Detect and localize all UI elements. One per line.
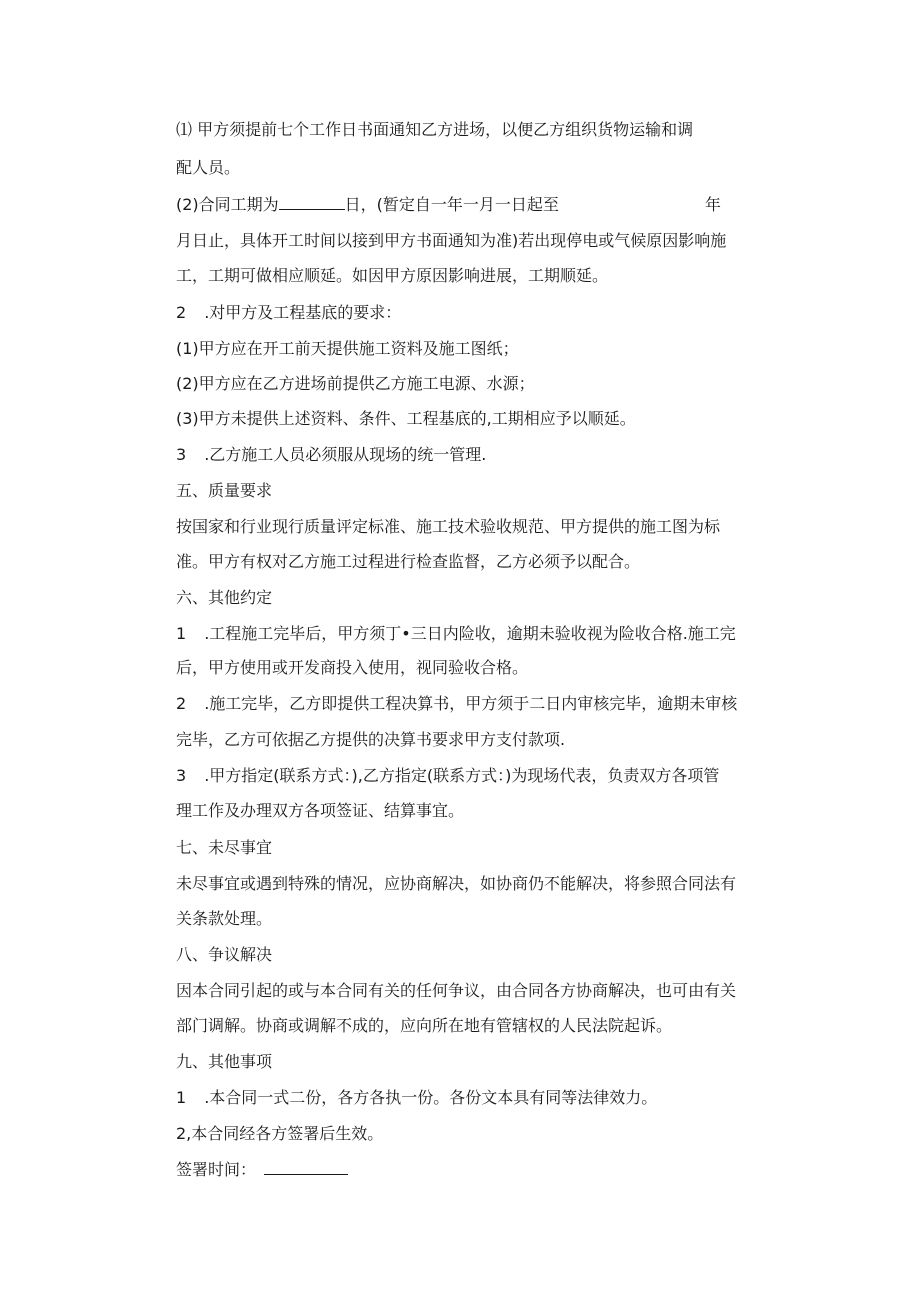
section-9-heading: 九、其他事项 xyxy=(176,1052,273,1071)
section-9-item-2: 2,本合同经各方签署后生效。 xyxy=(176,1124,384,1143)
section-6-heading: 六、其他约定 xyxy=(176,588,273,607)
clause-2-line-1 xyxy=(176,194,721,215)
item-text: .工程施工完毕后，甲方须丁•三日内险收，逾期未验收视为险收合格.施工完 xyxy=(204,624,736,643)
section-9-item-1 xyxy=(176,1088,657,1108)
contract-days-blank xyxy=(279,194,345,210)
section-8-heading: 八、争议解决 xyxy=(176,945,273,964)
section-7-heading: 七、未尽事宜 xyxy=(176,838,273,857)
year-label: 年 xyxy=(704,195,721,214)
section-5-line-1: 按国家和行业现行质量评定标准、施工技术验收规范、甲方提供的施工图为标 xyxy=(176,517,721,536)
requirements-title: .对甲方及工程基底的要求： xyxy=(204,303,402,322)
section-7-line-1: 未尽事宜或遇到特殊的情况，应协商解决，如协商仍不能解决，将参照合同法有 xyxy=(176,874,737,893)
section-5-heading: 五、质量要求 xyxy=(176,481,273,500)
clause-2-line-3: 工，工期可做相应顺延。如因甲方原因影响进展，工期顺延。 xyxy=(176,266,609,285)
item-text: .乙方施工人员必须服从现场的统一管理. xyxy=(204,445,487,464)
section-6-item-3-line-1 xyxy=(176,766,719,786)
item-number: 1 xyxy=(176,624,187,643)
item-number: 2 xyxy=(176,694,187,713)
item-number: 1 xyxy=(176,1088,187,1107)
item-text: .本合同一式二份，各方各执一份。各份文本具有同等法律效力。 xyxy=(204,1088,658,1107)
section-7-line-2: 关条款处理。 xyxy=(176,909,273,928)
item-text: .施工完毕，乙方即提供工程决算书，甲方须于二日内审核完毕，逾期未审核 xyxy=(204,694,738,713)
requirement-item-2: (2)甲方应在乙方进场前提供乙方施工电源、水源； xyxy=(176,374,535,393)
section-8-line-2: 部门调解。协商或调解不成的，应向所在地有管辖权的人民法院起诉。 xyxy=(176,1016,673,1035)
contract-period-label: (2)合同工期为 xyxy=(176,195,279,214)
contract-period-start-text: 日，(暂定自一年一月一日起至 xyxy=(344,195,559,214)
section-6-item-2-line-2: 完毕，乙方可依据乙方提供的决算书要求甲方支付款项. xyxy=(176,730,566,749)
requirement-item-1: (1)甲方应在开工前天提供施工资料及施工图纸； xyxy=(176,339,519,358)
requirement-item-4 xyxy=(176,445,486,465)
signature-date-row xyxy=(176,1159,348,1180)
item-number: 3 xyxy=(176,766,187,785)
signature-date-blank xyxy=(264,1159,348,1175)
clause-1-line-2: 配人员。 xyxy=(176,158,241,177)
requirement-item-3: (3)甲方未提供上述资料、条件、工程基底的,工期相应予以顺延。 xyxy=(176,409,636,428)
requirements-number: 2 xyxy=(176,303,187,322)
signature-date-label: 签署时间： xyxy=(176,1160,257,1179)
item-number: 3 xyxy=(176,445,187,464)
clause-1-line-1: ⑴ 甲方须提前七个工作日书面通知乙方进场，以便乙方组织货物运输和调 xyxy=(176,120,694,139)
section-8-line-1: 因本合同引起的或与本合同有关的任何争议，由合同各方协商解决，也可由有关 xyxy=(176,981,737,1000)
section-6-item-1-line-1 xyxy=(176,624,736,644)
clause-2-line-2: 月日止，具体开工时间以接到甲方书面通知为准)若出现停电或气候原因影响施 xyxy=(176,231,727,250)
section-6-item-1-line-2: 后，甲方使用或开发商投入使用，视同验收合格。 xyxy=(176,658,529,677)
item-text: .甲方指定(联系方式：),乙方指定(联系方式：)为现场代表，负责双方各项管 xyxy=(204,766,720,785)
requirements-heading xyxy=(176,303,401,323)
section-6-item-3-line-2: 理工作及办理双方各项签证、结算事宜。 xyxy=(176,801,465,820)
section-6-item-2-line-1 xyxy=(176,694,737,714)
section-5-line-2: 准。甲方有权对乙方施工过程进行检查监督，乙方必须予以配合。 xyxy=(176,552,641,571)
